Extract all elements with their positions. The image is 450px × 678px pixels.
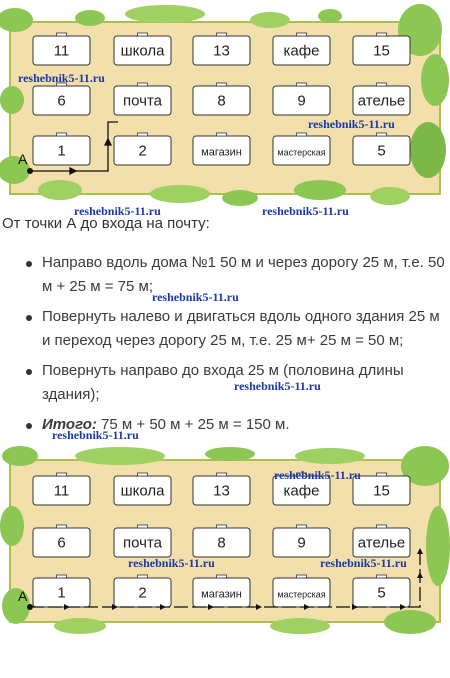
building (273, 83, 330, 115)
building-label: 6 (57, 92, 66, 110)
building (193, 133, 250, 165)
building-door (297, 525, 307, 528)
building-label: 5 (377, 584, 386, 602)
building-door (377, 575, 387, 578)
building-label: 9 (297, 92, 306, 110)
building (114, 83, 171, 115)
watermark: reshebnik5-11.ru (18, 71, 105, 85)
step-text: Повернуть налево и двигаться вдоль одного здания 25 м и переход через дорогу 25 м, т.е. 25 м+ 25 м = 50 м; (42, 308, 440, 349)
watermark: reshebnik5-11.ru (128, 556, 215, 570)
building-door (377, 133, 387, 136)
building (114, 133, 171, 165)
step-text: 75 м + 50 м + 25 м = 150 м. (96, 416, 290, 433)
building-label: 11 (53, 482, 70, 500)
building-door (217, 473, 227, 476)
building-label: школа (120, 482, 165, 500)
building-label: 6 (57, 534, 66, 552)
watermark: reshebnik5-11.ru (308, 117, 395, 131)
building (114, 575, 171, 607)
building-door (217, 83, 227, 86)
building (33, 83, 90, 115)
building-label: ателье (357, 534, 406, 552)
building-door (217, 525, 227, 528)
point-a-label: А (18, 151, 28, 167)
building (33, 473, 90, 505)
intro-text: От точки А до входа на почту: (2, 215, 210, 232)
building (114, 525, 171, 557)
building-door (217, 575, 227, 578)
building-label: 2 (138, 584, 147, 602)
building-door (217, 133, 227, 136)
map-bottom-svg (0, 446, 450, 636)
building-door (138, 473, 148, 476)
step-text: Повернуть направо до входа 25 м (половина длины здания); (42, 362, 404, 403)
building (193, 575, 250, 607)
building-door (297, 133, 307, 136)
building-label: кафе (283, 42, 320, 60)
watermark: reshebnik5-11.ru (274, 468, 361, 482)
building-label: кафе (283, 482, 320, 500)
watermark: reshebnik5-11.ru (74, 204, 161, 218)
building (273, 133, 330, 165)
watermark: reshebnik5-11.ru (52, 428, 139, 442)
building (193, 525, 250, 557)
watermark: reshebnik5-11.ru (320, 556, 407, 570)
building (353, 473, 410, 505)
houses-bottom (33, 473, 410, 607)
building-label: 2 (138, 142, 147, 160)
building-door (138, 33, 148, 36)
building-label: 5 (377, 142, 386, 160)
building-door (377, 473, 387, 476)
step-text: Направо вдоль дома №1 50 м и через дорогу 25 м, т.е. 50 м + 25 м = 75 м; (42, 254, 445, 295)
building-label: 13 (213, 42, 230, 60)
building (193, 83, 250, 115)
building-door (297, 575, 307, 578)
building-label: мастерская (277, 589, 326, 600)
building-label: почта (123, 92, 162, 110)
building-label: 8 (217, 92, 226, 110)
building-door (57, 473, 67, 476)
building (353, 133, 410, 165)
step-item (0, 305, 450, 353)
building-label: магазин (201, 146, 242, 159)
building-door (138, 575, 148, 578)
building-label: почта (123, 534, 162, 552)
building (353, 83, 410, 115)
building-label: 1 (57, 142, 66, 160)
building-door (377, 83, 387, 86)
building-label: школа (120, 42, 165, 60)
building-door (377, 525, 387, 528)
building (273, 33, 330, 65)
map-top (0, 0, 450, 212)
building-door (138, 83, 148, 86)
map-top-svg (0, 0, 450, 212)
building-door (138, 133, 148, 136)
step-prefix: Итого: (42, 416, 97, 433)
building (273, 575, 330, 607)
building (193, 33, 250, 65)
point-a-marker (27, 168, 33, 174)
building-door (57, 575, 67, 578)
building-label: ателье (357, 92, 406, 110)
watermark: reshebnik5-11.ru (152, 290, 239, 304)
step-item (0, 359, 450, 407)
building-door (377, 33, 387, 36)
building-label: 13 (213, 482, 230, 500)
building-label: 15 (373, 482, 390, 500)
map-bottom (0, 446, 450, 636)
building-label: магазин (201, 588, 242, 601)
watermark: reshebnik5-11.ru (234, 379, 321, 393)
building-door (217, 33, 227, 36)
building-label: 8 (217, 534, 226, 552)
watermark: reshebnik5-11.ru (262, 204, 349, 218)
building-label: 9 (297, 534, 306, 552)
building-door (57, 133, 67, 136)
point-a-label: А (18, 588, 28, 604)
houses-top (33, 33, 410, 165)
building (353, 575, 410, 607)
building (33, 33, 90, 65)
point-a-marker (27, 604, 33, 610)
building-door (297, 83, 307, 86)
building-label: 11 (53, 42, 70, 60)
building (114, 473, 171, 505)
building (193, 473, 250, 505)
building (33, 575, 90, 607)
building-label: мастерская (277, 147, 326, 158)
building (114, 33, 171, 65)
building-door (138, 525, 148, 528)
building-door (57, 525, 67, 528)
building (353, 33, 410, 65)
building-door (57, 33, 67, 36)
building (353, 525, 410, 557)
building (33, 525, 90, 557)
building (273, 525, 330, 557)
steps-list (0, 251, 450, 443)
building-label: 15 (373, 42, 390, 60)
building-door (297, 33, 307, 36)
building-label: 1 (57, 584, 66, 602)
building (33, 133, 90, 165)
